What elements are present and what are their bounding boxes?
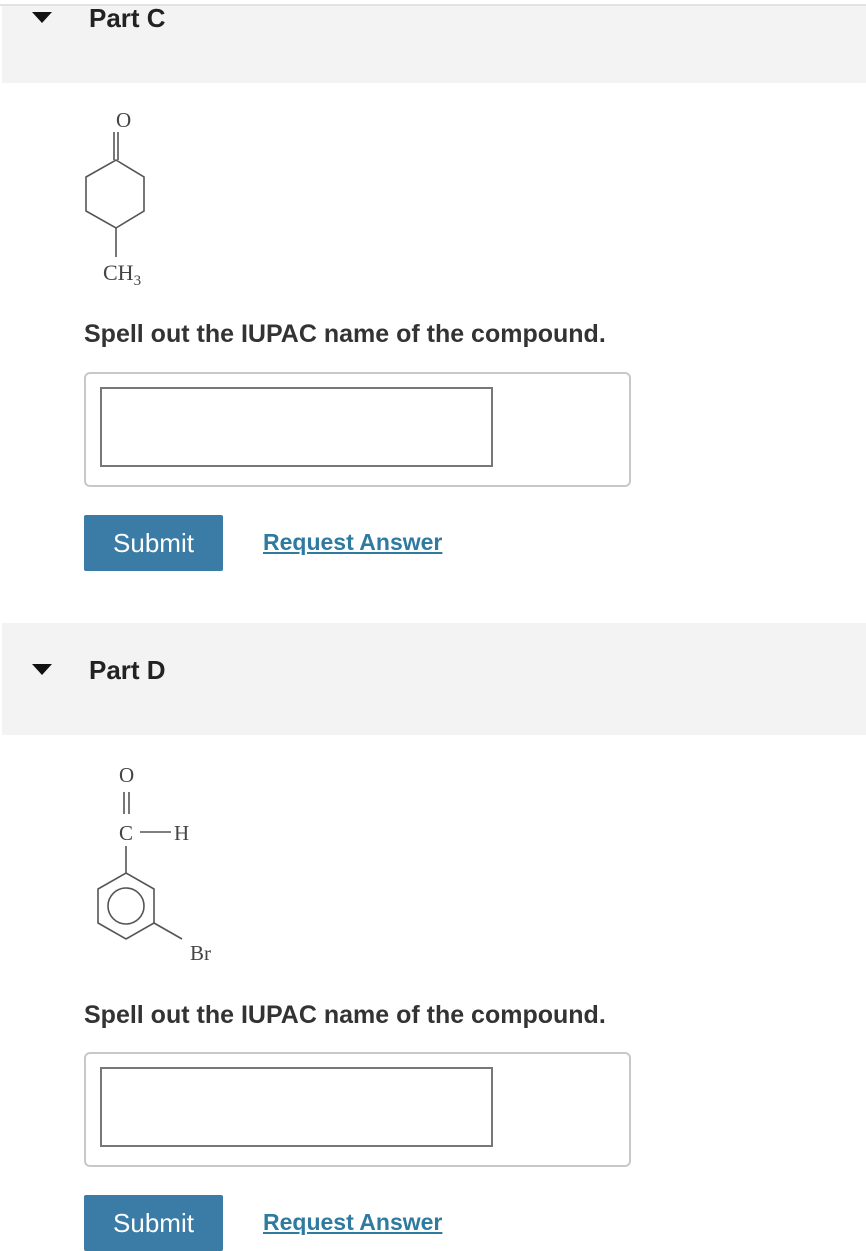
part-c-question: Spell out the IUPAC name of the compound. — [84, 320, 606, 348]
oxygen-label: O — [116, 108, 132, 132]
benzene-ring — [98, 873, 154, 939]
caret-down-icon[interactable] — [32, 664, 52, 675]
part-c-answer-container — [84, 372, 631, 487]
part-d-molecule — [80, 755, 250, 975]
part-c-submit-button[interactable]: Submit — [84, 515, 223, 571]
part-d-title: Part D — [89, 655, 166, 685]
part-c-title: Part C — [89, 3, 166, 33]
part-d-header[interactable] — [2, 623, 866, 735]
cyclohexane-ring — [86, 160, 144, 228]
part-d-question: Spell out the IUPAC name of the compound. — [84, 1001, 606, 1029]
part-d-submit-button[interactable]: Submit — [84, 1195, 223, 1251]
part-c-molecule — [70, 100, 180, 290]
carbon-label: C — [119, 821, 134, 845]
hydrogen-label: H — [174, 821, 190, 845]
part-c-request-answer-link[interactable]: Request Answer — [263, 529, 443, 555]
caret-down-icon[interactable] — [32, 12, 52, 23]
part-c-answer-input[interactable] — [100, 387, 493, 467]
bromine-label: Br — [190, 941, 211, 965]
part-d-request-answer-link[interactable]: Request Answer — [263, 1209, 443, 1235]
methyl-label: $CH_3$ — [103, 260, 142, 289]
part-d-answer-input[interactable] — [100, 1067, 493, 1147]
oxygen-label: O — [119, 763, 135, 787]
part-c-header[interactable] — [2, 3, 866, 83]
part-d-answer-container — [84, 1052, 631, 1167]
